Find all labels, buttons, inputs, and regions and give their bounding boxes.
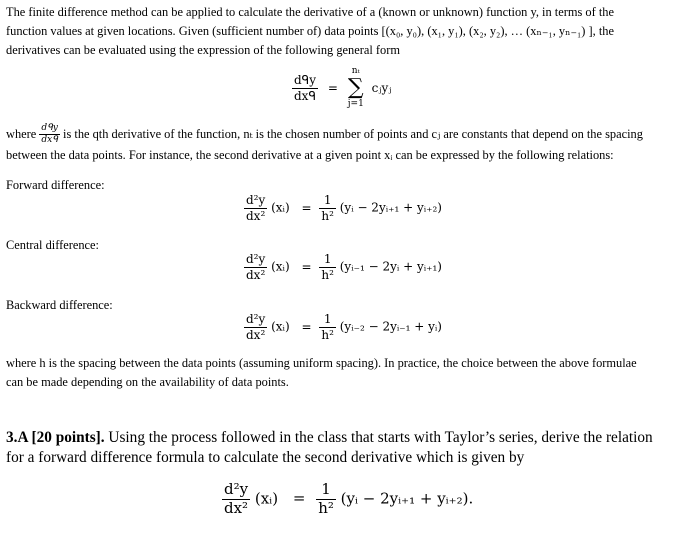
final-formula <box>222 482 473 517</box>
backward-coefficient <box>319 313 336 341</box>
question-label: 3.A [20 points]. <box>6 429 105 446</box>
final-coef-numerator: 1 <box>316 482 336 500</box>
central-coefficient <box>319 253 336 281</box>
final-coef-denominator: h² <box>318 498 334 517</box>
explanation-line-1-rest: is the qth derivative of the function, nₜ is the chosen number of points and cⱼ are constants that depend on the spacing <box>63 126 643 141</box>
backward-equals: = <box>301 319 312 334</box>
forward-difference-formula <box>244 194 442 222</box>
final-numerator: d²y <box>224 480 249 498</box>
central-argument: (xᵢ) <box>271 259 290 274</box>
forward-lhs-fraction <box>244 194 267 222</box>
forward-difference-label: Forward difference: <box>6 178 105 192</box>
central-coef-numerator: 1 <box>319 253 336 268</box>
summation-upper-limit: nₜ <box>351 66 360 76</box>
spacing-note-line-2: can be made depending on the availability of data points. <box>6 375 289 389</box>
intro-line-3: derivatives can be evaluated using the expression of the following general form <box>6 43 400 57</box>
backward-numerator: d²y <box>246 312 266 326</box>
summation-lower-limit: j=1 <box>347 99 364 109</box>
intro-paragraph <box>6 3 690 60</box>
intro-line-2: function values at given locations. Given (sufficient number of) data points [(x₀, y₀), (x₁, y₁), (x₂, y₂), … (xₙ₋₁, yₙ₋₁) ], the <box>6 24 614 38</box>
spacing-note-line-1: where h is the spacing between the data points (assuming uniform spacing). In practice, the choice between the above formulae <box>6 356 637 370</box>
forward-coef-denominator: h² <box>321 208 334 223</box>
backward-denominator: dx² <box>246 327 266 342</box>
forward-coefficient <box>319 194 336 222</box>
forward-denominator: dx² <box>246 208 266 223</box>
where-word: where <box>6 126 37 141</box>
general-lhs-denominator: dxᑫ <box>294 88 316 103</box>
general-lhs-fraction <box>292 74 318 102</box>
final-coefficient <box>316 482 336 517</box>
final-denominator: dx² <box>224 498 249 517</box>
backward-rhs: (yᵢ₋₂ − 2yᵢ₋₁ + yᵢ) <box>339 319 442 334</box>
question-line-2: for a forward difference formula to calculate the second derivative which is given by <box>6 449 525 466</box>
forward-numerator: d²y <box>246 193 266 207</box>
forward-coef-numerator: 1 <box>319 194 336 209</box>
backward-coef-numerator: 1 <box>319 313 336 328</box>
central-denominator: dx² <box>246 267 266 282</box>
spacing-note-paragraph <box>6 354 690 392</box>
central-numerator: d²y <box>246 252 266 266</box>
central-coef-denominator: h² <box>321 267 334 282</box>
central-rhs: (yᵢ₋₁ − 2yᵢ + yᵢ₊₁) <box>339 259 442 274</box>
forward-argument: (xᵢ) <box>271 200 290 215</box>
question-paragraph <box>6 428 690 468</box>
explanation-paragraph <box>6 124 690 165</box>
sigma-icon: ∑ <box>347 75 364 100</box>
general-equals: = <box>327 80 338 95</box>
final-rhs: (yᵢ − 2yᵢ₊₁ + yᵢ₊₂). <box>340 489 474 508</box>
explanation-line-2: between the data points. For instance, the second derivative at a given point xᵢ can be expressed by the following relations: <box>6 147 614 162</box>
inline-frac-denominator: dxᑫ <box>41 135 58 146</box>
question-line-1-rest: Using the process followed in the class that starts with Taylor’s series, derive the relation <box>104 429 653 446</box>
general-lhs-numerator: dᑫy <box>294 72 317 87</box>
backward-difference-label: Backward difference: <box>6 298 113 312</box>
final-equals: = <box>292 489 306 508</box>
final-lhs-fraction <box>222 482 250 517</box>
question-line-1 <box>6 428 690 448</box>
forward-equals: = <box>301 200 312 215</box>
summation-term: cⱼyⱼ <box>371 80 392 95</box>
backward-coef-denominator: h² <box>321 327 334 342</box>
backward-lhs-fraction <box>244 313 267 341</box>
general-formula <box>292 66 391 110</box>
forward-rhs: (yᵢ − 2yᵢ₊₁ + yᵢ₊₂) <box>339 200 442 215</box>
intro-line-1: The finite difference method can be applied to calculate the derivative of a (known or unknown) function y, in terms of the <box>6 5 614 19</box>
backward-difference-formula <box>244 313 442 341</box>
explanation-line-1 <box>6 124 690 146</box>
derivative-inline-fraction <box>39 124 60 146</box>
summation-symbol <box>348 66 364 110</box>
central-difference-label: Central difference: <box>6 238 99 252</box>
central-lhs-fraction <box>244 253 267 281</box>
central-difference-formula <box>244 253 442 281</box>
inline-frac-numerator: dᑫy <box>39 124 60 135</box>
central-equals: = <box>301 259 312 274</box>
final-argument: (xᵢ) <box>254 489 279 508</box>
backward-argument: (xᵢ) <box>271 319 290 334</box>
